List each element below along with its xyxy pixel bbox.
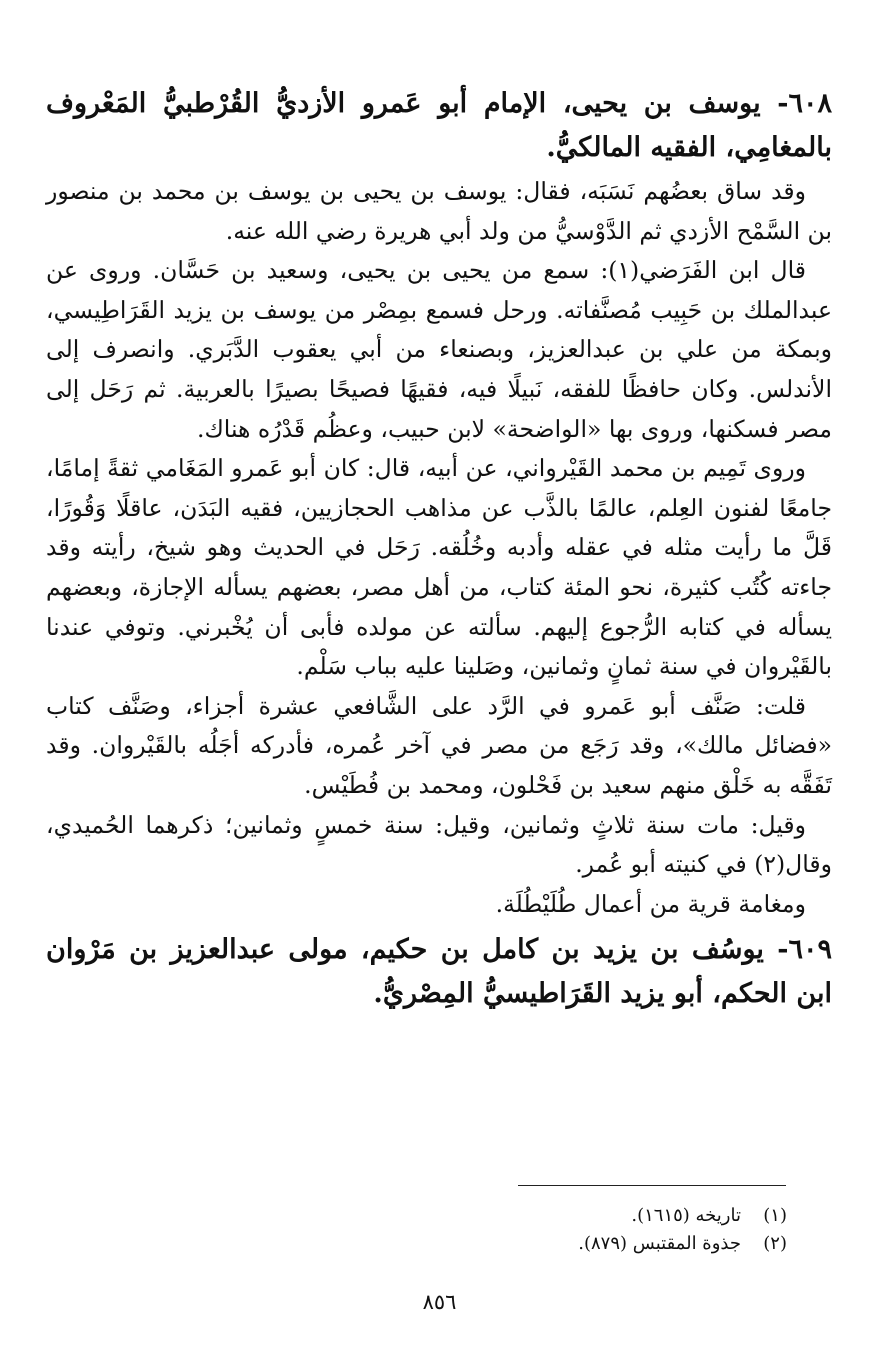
footnote-number: (١) [763, 1205, 787, 1226]
paragraph-death-date: وقيل: مات سنة ثلاثٍ وثمانين، وقيل: سنة خمسٍ وثمانين؛ ذكرهما الحُميدي، وقال(٢) في كنيته أبو عُمر. [46, 810, 832, 879]
footnote-divider [518, 1185, 786, 1186]
footnote-text: جذوة المقتبس (٨٧٩). [578, 1233, 741, 1254]
paragraph-lineage: وقد ساق بعضُهم نَسَبَه، فقال: يوسف بن يحيى بن يوسف بن محمد بن منصور بن السَّمْح الأزدي ثم الدَّوْسيُّ من ولد أبي هريرة رضي الله عنه. [46, 177, 832, 245]
paragraph-maghama: ومغامة قرية من أعمال طُلَيْطُلَة. [495, 889, 806, 918]
footnotes [287, 1202, 787, 1258]
entry-heading-609: ٦٠٩- يوسُف بن يزيد بن كامل بن حكيم، مولى عبدالعزيز بن مَرْوان ابن الحكم، أبو يزيد القَرَاطيسيُّ المِصْريُّ. [46, 934, 832, 1010]
paragraph-tamim-narration: وروى تَمِيم بن محمد القَيْرواني، عن أبيه، قال: كان أبو عَمرو المَغَامي ثقةً إمامًا، جامعًا لفنون العِلم، عالمًا بالذَّب عن مذاهب الحجازيين، فقيه البَدَن، عاقلًا وَقُورًا، قَلَّ ما رأيت مثله في عقله وأدبه وخُلُقه. رَحَل في الحديث وهو شيخ، رأيته وقد جاءته كُتُب كثيرة، نحو المئة كتاب، من أهل مصر، بعضهم يسأله الإجازة، وبعضهم يسأله في كتابه الرُّجوع إليهم. سألته عن مولده فأبى أن يُخْبرني. وتوفي عندنا بالقَيْروان في سنة ثمانٍ وثمانين، وصَلينا عليه بباب سَلْم. [46, 454, 832, 681]
page-number: ٨٥٦ [422, 1290, 457, 1314]
paragraph-author-note: قلت: صَنَّف أبو عَمرو في الرَّد على الشَّافعي عشرة أجزاء، وصَنَّف كتاب «فضائل مالك»، وقد رَجَع من مصر في آخر عُمره، فأدركه أجَلُه بالقَيْروان. وقد تَفَقَّه به خَلْق منهم سعيد بن فَحْلون، ومحمد بن فُطَيْس. [46, 691, 832, 799]
paragraph-ibn-al-faradi: قال ابن الفَرَضي(١): سمع من يحيى بن يحيى، وسعيد بن حَسَّان. وروى عن عبدالملك بن حَبِيب مُصنَّفاته. ورحل فسمع بمِصْر من يوسف بن يزيد القَرَاطِيسي، وبمكة من علي بن عبدالعزيز، وبصنعاء من أبي يعقوب الدَّبَري. وانصرف إلى الأندلس. وكان حافظًا للفقه، نَبيلًا فيه، فقيهًا فصيحًا بصيرًا بالعربية. ثم رَحَل إلى مصر فسكنها، وروى بها «الواضحة» لابن حبيب، وعظُم قَدْرُه هناك. [46, 256, 832, 443]
footnote-number: (٢) [763, 1233, 787, 1254]
entry-heading-608: ٦٠٨- يوسف بن يحيى، الإمام أبو عَمرو الأزديُّ القُرْطبيُّ المَعْروف بالمغامِي، الفقيه المالكيُّ. [46, 88, 832, 163]
page-body [46, 82, 832, 1018]
footnote-text: تاريخه (١٦١٥). [631, 1205, 741, 1226]
footnote-2 [287, 1230, 787, 1258]
footnote-1 [287, 1202, 787, 1230]
